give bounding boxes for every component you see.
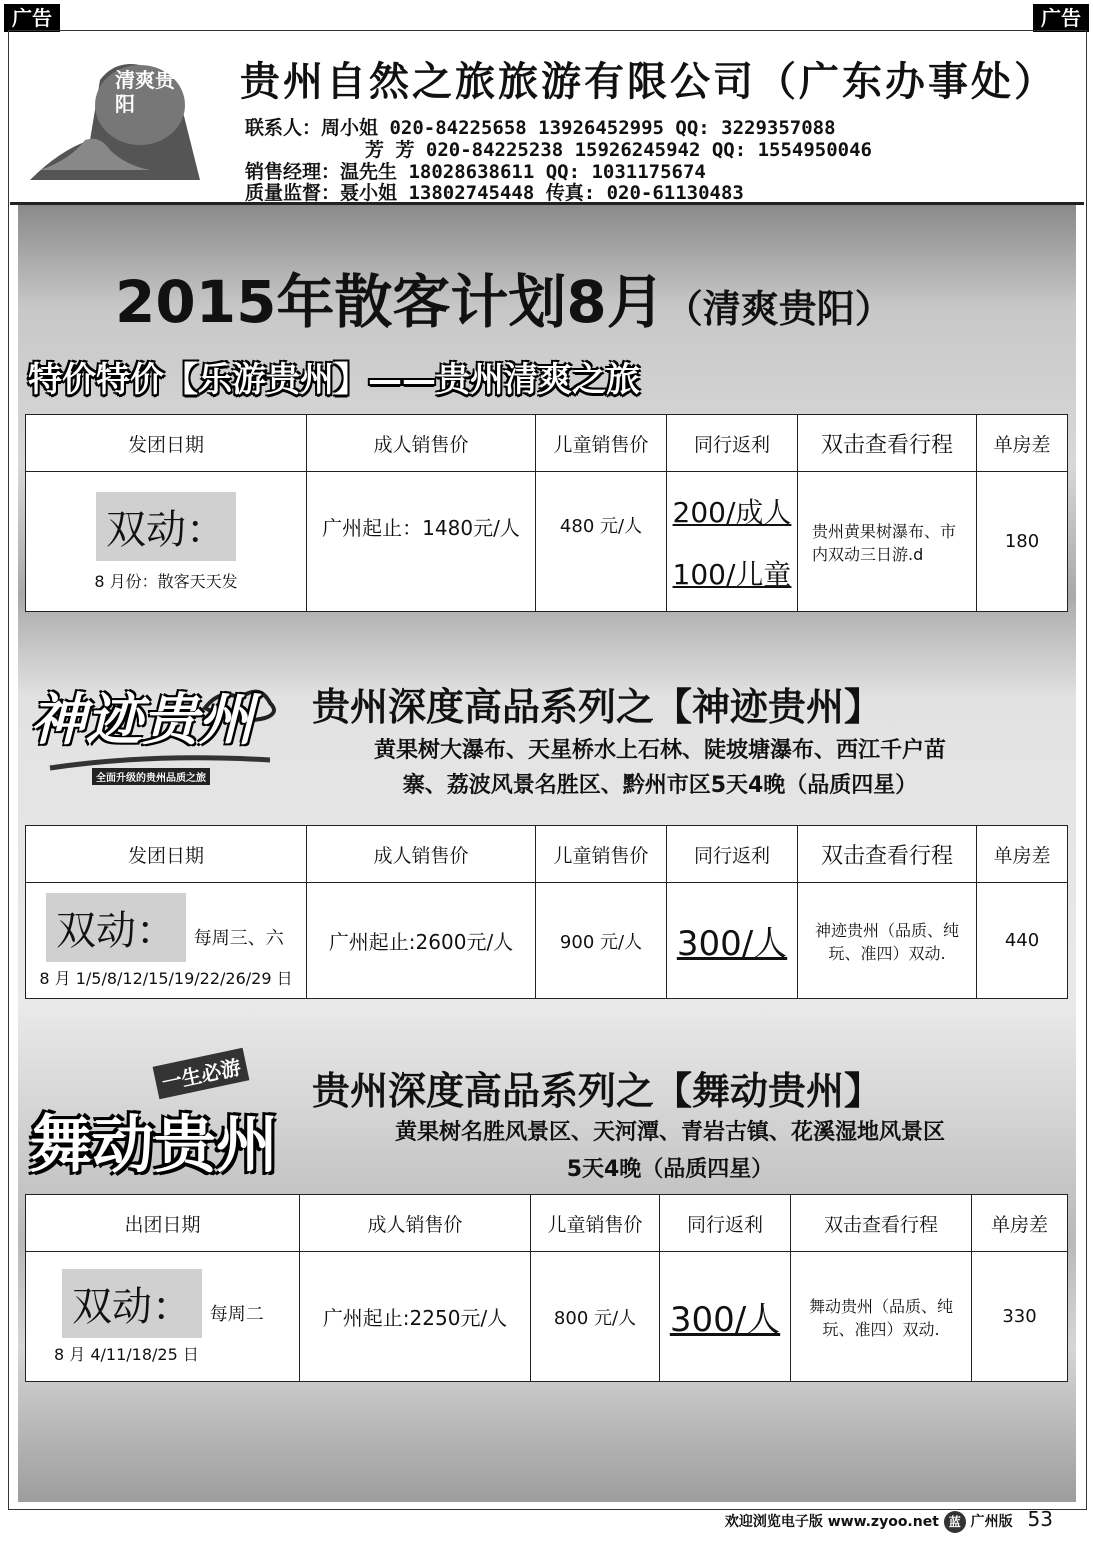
itinerary-link[interactable]: 舞动贵州（品质、纯玩、准四）双动.	[808, 1296, 953, 1339]
lan-badge-icon: 蓝	[944, 1511, 966, 1533]
contact-line-3: 销售经理：温先生 18028638611 QQ: 1031175674	[245, 161, 706, 183]
date-big: 双动：	[62, 1269, 202, 1338]
footer-website[interactable]: 欢迎浏览电子版 www.zyoo.net	[724, 1514, 939, 1530]
itinerary-cell[interactable]	[791, 1252, 972, 1382]
shenji-logo-text: 神迹贵州	[30, 687, 254, 753]
table-row	[26, 1252, 1068, 1382]
wudong-logo-text: 舞动贵州	[30, 1108, 279, 1181]
page-number: 53	[1027, 1507, 1053, 1531]
date-week: 每周三、六	[193, 927, 284, 949]
header-rebate: 同行返利	[660, 1195, 791, 1252]
shenji-logo	[30, 668, 280, 793]
header-single-supplement: 单房差	[977, 415, 1068, 472]
itinerary-link[interactable]: 神迹贵州（品质、纯玩、准四）双动.	[814, 920, 959, 963]
header-date: 出团日期	[26, 1195, 300, 1252]
company-logo	[30, 40, 200, 190]
section3-table	[25, 1194, 1068, 1382]
table-header-row	[26, 826, 1068, 883]
section2-table	[25, 825, 1068, 999]
date-big: 双动：	[46, 893, 186, 962]
rebate-value: 300/人	[676, 924, 788, 964]
wudong-logo-badge: 一生必游	[153, 1048, 250, 1099]
single-supplement-cell: 180	[977, 472, 1068, 612]
itinerary-cell[interactable]	[798, 883, 977, 999]
header-date: 发团日期	[26, 415, 307, 472]
ad-tag-left: 广告	[4, 4, 60, 32]
header-child-price: 儿童销售价	[531, 1195, 660, 1252]
header-rebate: 同行返利	[667, 415, 798, 472]
table-row	[26, 883, 1068, 999]
single-supplement-cell: 440	[977, 883, 1068, 999]
header-itinerary[interactable]: 双击查看行程	[791, 1195, 972, 1252]
rebate-value: 300/人	[669, 1300, 781, 1340]
header-single-supplement: 单房差	[972, 1195, 1068, 1252]
rebate-child: 100/儿童	[672, 557, 792, 591]
rebate-adult: 200/成人	[672, 495, 792, 529]
header-date: 发团日期	[26, 826, 307, 883]
rebate-cell	[667, 472, 798, 612]
date-small: 8 月 4/11/18/25 日	[54, 1344, 199, 1364]
table-header-row	[26, 415, 1068, 472]
contact-line-2: 芳 芳 020-84225238 15926245942 QQ: 1554950046	[365, 139, 872, 161]
section3-desc-2: 5天4晚（品质四星）	[566, 1157, 774, 1182]
rebate-cell	[660, 1252, 791, 1382]
header-adult-price: 成人销售价	[307, 415, 536, 472]
section1-table	[25, 414, 1068, 612]
date-big: 双动：	[96, 492, 236, 561]
company-name: 贵州自然之旅旅游有限公司（广东办事处）	[240, 58, 1057, 105]
date-cell	[26, 1252, 300, 1382]
section1-title: 特价特价【乐游贵州】——贵州清爽之旅	[28, 360, 640, 400]
header-itinerary[interactable]: 双击查看行程	[798, 415, 977, 472]
single-supplement-cell: 330	[972, 1252, 1068, 1382]
header-child-price: 儿童销售价	[536, 415, 667, 472]
contact-line-1: 联系人：周小姐 020-84225658 13926452995 QQ: 3229357088	[245, 117, 836, 139]
logo-text: 清爽贵阳	[115, 68, 175, 116]
page-title-main: 2015年散客计划8月	[115, 268, 665, 336]
date-week: 每周二	[209, 1303, 264, 1325]
section2-desc-1: 黄果树大瀑布、天星桥水上石林、陡坡塘瀑布、西江千户苗	[373, 738, 946, 763]
contact-line-4: 质量监督：聂小姐 13802745448 传真: 020-61130483	[245, 182, 744, 204]
header-rebate: 同行返利	[667, 826, 798, 883]
footer-edition: 广州版	[970, 1514, 1013, 1530]
ad-tag-right: 广告	[1033, 4, 1089, 32]
header-adult-price: 成人销售价	[300, 1195, 531, 1252]
header-child-price: 儿童销售价	[536, 826, 667, 883]
wudong-logo	[30, 1045, 280, 1195]
itinerary-cell[interactable]	[798, 472, 977, 612]
date-small: 8 月份：散客天天发	[94, 571, 238, 591]
table-header-row	[26, 1195, 1068, 1252]
date-cell	[26, 472, 307, 612]
header-single-supplement: 单房差	[977, 826, 1068, 883]
page-title-sub: （清爽贵阳）	[664, 287, 893, 331]
section3-desc-1: 黄果树名胜风景区、天河潭、青岩古镇、花溪湿地风景区	[394, 1120, 945, 1145]
adult-price-cell: 广州起止：1480元/人	[307, 472, 536, 612]
child-price-cell: 900 元/人	[536, 883, 667, 999]
child-price-cell: 480 元/人	[536, 472, 667, 612]
section3-title: 贵州深度高品系列之【舞动贵州】	[312, 1069, 883, 1113]
page-title	[115, 255, 893, 339]
adult-price-cell: 广州起止:2600元/人	[307, 883, 536, 999]
date-cell	[26, 883, 307, 999]
shenji-logo-caption: 全面升级的贵州品质之旅	[92, 768, 210, 785]
section2-desc-2: 寨、荔波风景名胜区、黔州市区5天4晚（品质四星）	[402, 773, 918, 798]
rebate-cell	[667, 883, 798, 999]
page-footer	[725, 1507, 1053, 1533]
itinerary-link[interactable]: 贵州黄果树瀑布、市内双动三日游.d	[812, 521, 957, 564]
section2-title: 贵州深度高品系列之【神迹贵州】	[312, 685, 883, 729]
header-adult-price: 成人销售价	[307, 826, 536, 883]
header-itinerary[interactable]: 双击查看行程	[798, 826, 977, 883]
child-price-cell: 800 元/人	[531, 1252, 660, 1382]
adult-price-cell: 广州起止:2250元/人	[300, 1252, 531, 1382]
table-row	[26, 472, 1068, 612]
date-small: 8 月 1/5/8/12/15/19/22/26/29 日	[39, 968, 293, 988]
